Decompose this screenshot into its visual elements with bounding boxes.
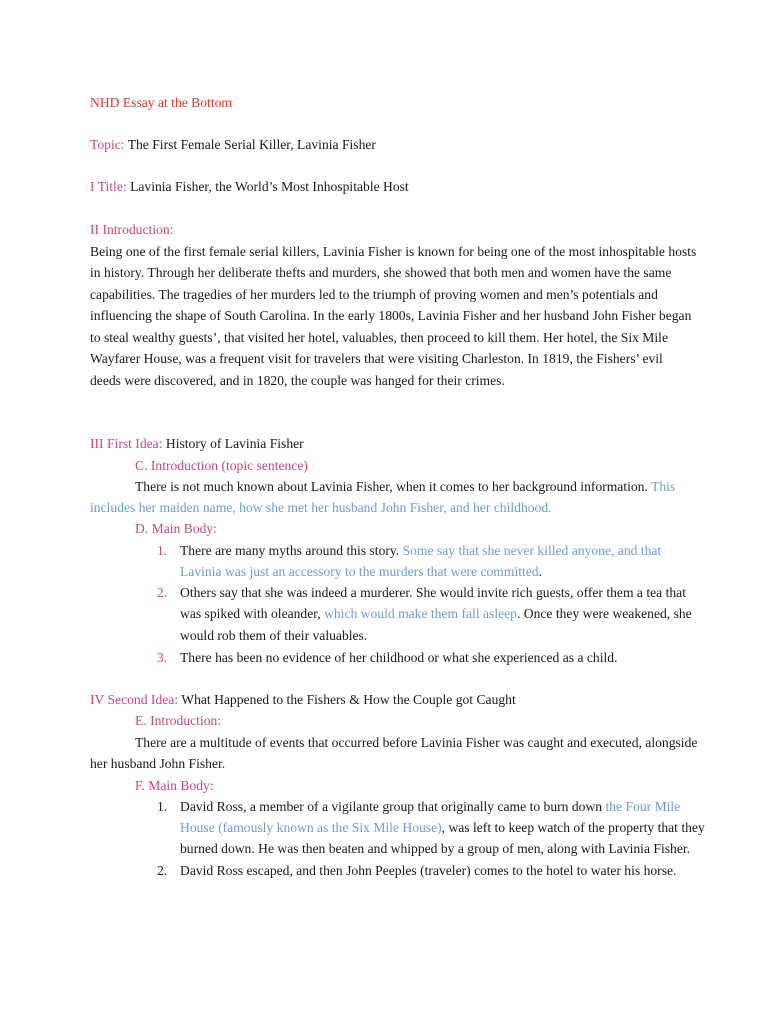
list-highlight: House (famously known as the Six Mile House) (180, 820, 442, 835)
title-label: I Title: (90, 179, 127, 194)
second-idea-intro-label: E. Introduction: (135, 713, 222, 728)
second-idea-intro-line-2: her husband John Fisher. (90, 756, 226, 771)
intro-line: influencing the shape of South Carolina. In the early 1800s, Lavinia Fisher and her husband John Fisher began (90, 308, 692, 323)
intro-line: Wayfarer House, was a frequent visit for travelers that were visiting Charleston. In 1819, the Fishers’ evil (90, 351, 663, 366)
list-item: Others say that she was indeed a murderer. She would invite rich guests, offer them a tea that (180, 585, 686, 600)
list-item: There has been no evidence of her childhood or what she experienced as a child. (180, 650, 618, 665)
second-idea-intro-line: There are a multitude of events that occurred before Lavinia Fisher was caught and executed, alongside (135, 735, 698, 750)
list-number: 1. (157, 799, 168, 814)
second-idea-body-label: F. Main Body: (135, 778, 214, 793)
list-item-cont (180, 603, 692, 625)
first-idea-heading (90, 433, 304, 455)
list-highlight: the Four Mile (605, 799, 681, 814)
list-number: 1. (157, 543, 168, 558)
list-number: 3. (157, 650, 168, 665)
list-text: David Ross, a member of a vigilante group that originally came to burn down (180, 799, 603, 814)
intro-line: deeds were discovered, and in 1820, the couple was hanged for their crimes. (90, 373, 505, 388)
first-idea-body-label: D. Main Body: (135, 521, 217, 536)
first-idea-text: History of Lavinia Fisher (165, 436, 304, 451)
first-idea-intro-line-2: includes her maiden name, how she met her husband John Fisher, and her childhood. (90, 500, 552, 515)
topic-text: The First Female Serial Killer, Lavinia Fisher (127, 137, 376, 152)
intro-highlight: This (651, 479, 676, 494)
first-idea-intro-line (135, 476, 675, 498)
second-idea-label: IV Second Idea: (90, 692, 179, 707)
list-item-cont (180, 561, 542, 583)
intro-sentence: There is not much known about Lavinia Fisher, when it comes to her background information. (135, 479, 648, 494)
list-highlight: Lavinia was just an accessory to the murders that were committed (180, 564, 539, 579)
list-text: was spiked with oleander, (180, 606, 321, 621)
essay-header: NHD Essay at the Bottom (90, 95, 232, 110)
list-highlight: Some say that she never killed anyone, and that (402, 543, 662, 558)
list-item: David Ross escaped, and then John Peeples (traveler) comes to the hotel to water his horse. (180, 863, 677, 878)
list-text: . Once they were weakened, she (516, 606, 692, 621)
list-item-cont (180, 817, 705, 839)
list-number: 2. (157, 585, 168, 600)
list-number: 2. (157, 863, 168, 878)
intro-line: in history. Through her deliberate thefts and murders, she showed that both men and women have the same (90, 265, 672, 280)
intro-label: II Introduction: (90, 222, 174, 237)
list-text: . (538, 564, 543, 579)
second-idea-heading (90, 689, 516, 711)
title-text: Lavinia Fisher, the World’s Most Inhospitable Host (130, 179, 409, 194)
first-idea-intro-label: C. Introduction (topic sentence) (135, 458, 308, 473)
list-text: There are many myths around this story. (180, 543, 400, 558)
list-text: , was left to keep watch of the property that they (441, 820, 705, 835)
list-item (180, 540, 661, 562)
topic-line (90, 134, 376, 156)
list-highlight: which would make them fall asleep (324, 606, 517, 621)
title-line (90, 176, 409, 198)
list-item (180, 796, 680, 818)
first-idea-label: III First Idea: (90, 436, 163, 451)
intro-line: capabilities. The tragedies of her murders led to the triumph of proving women and men’s potentials and (90, 287, 658, 302)
topic-label: Topic: (90, 137, 125, 152)
second-idea-text: What Happened to the Fishers & How the Couple got Caught (181, 692, 516, 707)
intro-line: to steal wealthy guests’, that visited her hotel, valuables, then proceed to kill them. Her hotel, the Six Mile (90, 330, 668, 345)
intro-line: Being one of the first female serial killers, Lavinia Fisher is known for being one of the most inhospitable hosts (90, 244, 697, 259)
list-item-cont: burned down. He was then beaten and whipped by a group of men, along with Lavinia Fisher. (180, 841, 691, 856)
list-item-cont: would rob them of their valuables. (180, 628, 368, 643)
